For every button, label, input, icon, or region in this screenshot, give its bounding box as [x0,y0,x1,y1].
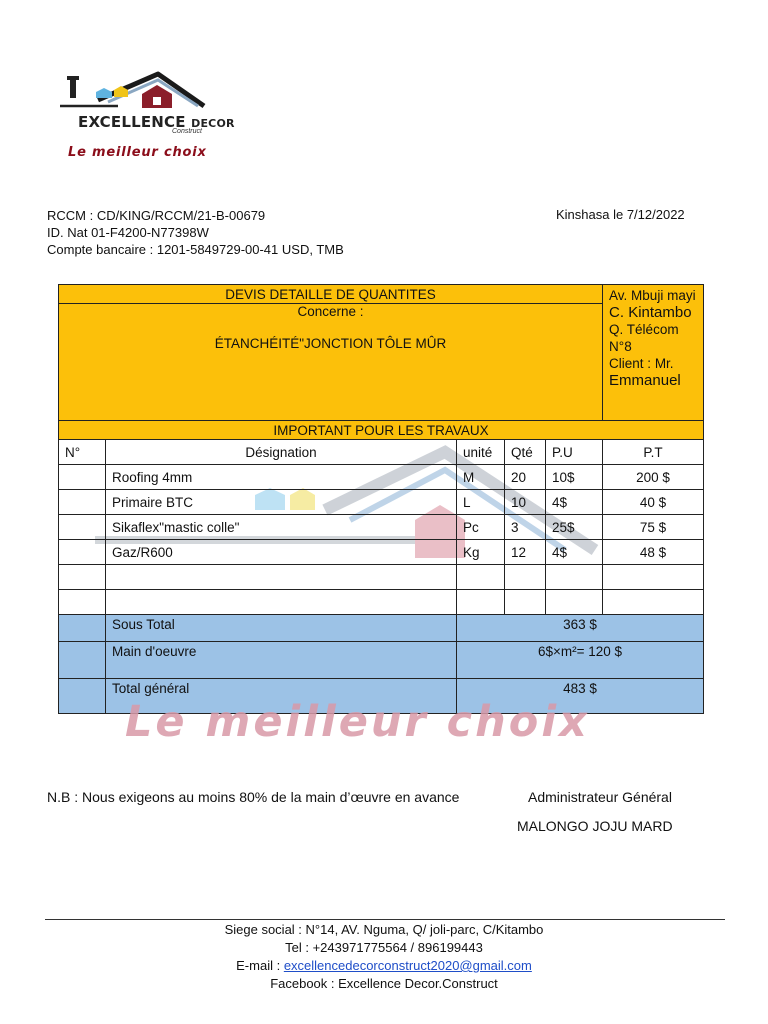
client-label: Client : Mr. [609,356,674,371]
client-name: Emmanuel [609,372,681,389]
row-total-price: 48 $ [603,540,704,565]
table-row [59,515,704,540]
empty-row [59,565,704,590]
document-date: Kinshasa le 7/12/2022 [556,207,685,222]
address-line: Q. Télécom [609,322,679,337]
row-unit-price: 4$ [546,540,603,565]
id-nat-line: ID. Nat 01-F4200-N77398W [47,225,209,240]
footer-address: Siege social : N°14, AV. Nguma, Q/ joli-parc, C/Kitambo [224,922,544,937]
table-row [59,490,704,515]
email-link[interactable]: excellencedecorconstruct2020@gmail.com [283,958,532,973]
table-row [59,465,704,490]
footer [0,921,768,993]
logo-wordmark [78,113,235,131]
concerne-label: Concerne : [59,304,603,325]
row-qty: 3 [505,515,546,540]
row-total-price: 200 $ [603,465,704,490]
col-header-unit: unité [457,440,505,465]
row-designation: Gaz/R600 [106,540,457,565]
row-number [59,540,106,565]
row-unit: Pc [457,515,505,540]
email-label: E-mail : [236,958,284,973]
empty-row [59,590,704,615]
devis-title: DEVIS DETAILLE DE QUANTITES [59,285,603,304]
address-line: Av. Mbuji mayi [609,288,696,303]
concerne-value: ÉTANCHÉITÉ"JONCTION TÔLE MÛR [59,324,603,421]
company-registration-info [47,207,344,258]
row-unit: L [457,490,505,515]
subtotal-value: 363 $ [457,615,704,642]
col-header-unit-price: P.U [546,440,603,465]
logo-decor: DECOR [191,117,235,130]
watermark-tagline: Le meilleur choix [125,697,590,747]
row-number [59,465,106,490]
row-total-price: 75 $ [603,515,704,540]
row-unit-price: 10$ [546,465,603,490]
footer-email-line [0,957,768,975]
company-tagline: Le meilleur choix [68,145,207,160]
bank-account-line: Compte bancaire : 1201-5849729-00-41 USD, TMB [47,242,344,257]
row-total-price: 40 $ [603,490,704,515]
grand-total-value: 483 $ [457,679,704,714]
footer-phone: Tel : +243971775564 / 896199443 [285,940,483,955]
footer-facebook: Facebook : Excellence Decor.Construct [270,976,498,991]
col-header-total-price: P.T [603,440,704,465]
advance-payment-note: N.B : Nous exigeons au moins 80% de la main d’œuvre en avance [47,789,460,805]
col-header-qty: Qté [505,440,546,465]
important-heading: IMPORTANT POUR LES TRAVAUX [59,421,704,440]
labor-row [59,642,704,679]
logo-construct: Construct [172,128,202,135]
col-header-designation: Désignation [106,440,457,465]
labor-label: Main d'oeuvre [106,642,457,679]
row-designation: Primaire BTC [106,490,457,515]
subtotal-row [59,615,704,642]
grand-total-label: Total général [106,679,457,714]
column-header-row [59,440,704,465]
col-header-num: N° [59,440,106,465]
row-qty: 10 [505,490,546,515]
subtotal-label: Sous Total [106,615,457,642]
important-row [59,421,704,440]
address-line: N°8 [609,339,632,354]
admin-title: Administrateur Général [528,789,672,805]
row-qty: 12 [505,540,546,565]
quantity-estimate-table [58,284,704,714]
table-row [59,540,704,565]
footer-divider [45,919,725,920]
labor-value: 6$×m²= 120 $ [457,642,704,679]
row-designation: Roofing 4mm [106,465,457,490]
rccm-line: RCCM : CD/KING/RCCM/21-B-00679 [47,208,266,223]
table-title-row [59,285,704,304]
client-address [603,285,704,421]
row-unit: M [457,465,505,490]
row-unit: Kg [457,540,505,565]
row-designation: Sikaflex"mastic colle" [106,515,457,540]
admin-name: MALONGO JOJU MARD [517,818,673,834]
logo-name: EXCELLENCE [78,113,186,131]
row-unit-price: 25$ [546,515,603,540]
row-number [59,515,106,540]
row-unit-price: 4$ [546,490,603,515]
row-qty: 20 [505,465,546,490]
row-number [59,490,106,515]
address-line: C. Kintambo [609,304,692,321]
